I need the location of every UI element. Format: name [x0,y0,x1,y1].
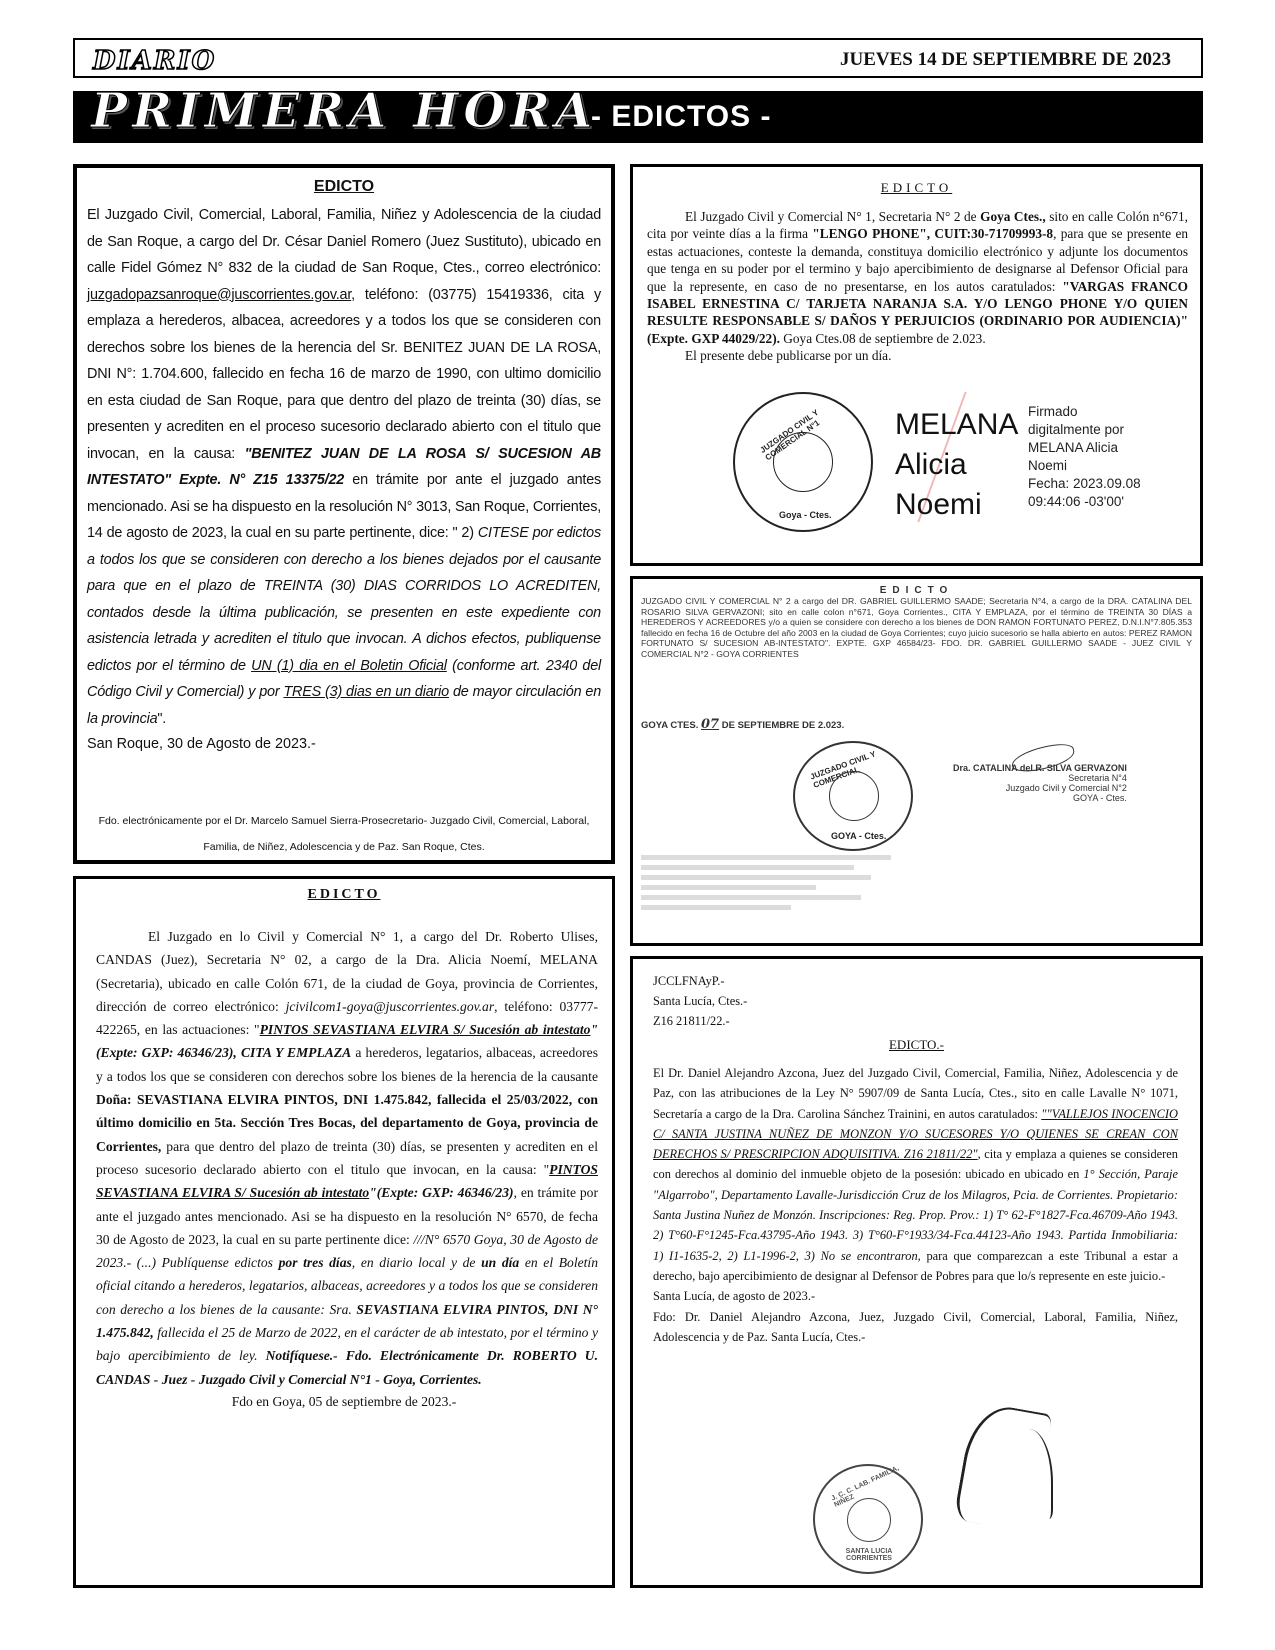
expte: " (Expte: GXP: 46346/23), CITA Y EMPLAZA [96,1022,599,1061]
causa: PINTOS SEVASTIANA ELVIRA S/ Sucesión ab intestato [259,1022,591,1038]
coat-of-arms-icon [773,432,833,492]
digital-signature-name [895,405,1018,525]
stamp-line: Dra. CATALINA del R. SILVA GERVAZONI [953,763,1127,773]
signature-info-line: MELANA Alicia [1028,440,1119,455]
text: sito en calle Colón n°671, cita por veinte días a la firma [647,209,1188,242]
header-title-bar [73,83,1203,143]
issue-date: JUEVES 14 DE SEPTIEMBRE DE 2023 [840,49,1171,70]
text: El Juzgado Civil y Comercial N° 1, Secretaria N° 2 de [685,209,981,224]
court-seal [733,392,873,532]
signature-info-line: Noemi [1028,458,1068,473]
signature-info-line: Fecha: 2023.09.08 [1028,476,1141,491]
edicto-vargas [630,164,1203,566]
text: para que dentro del plazo de treinta (30) días, se presenten y acrediten en el proceso sucesorio declarado abierto con el titulo que invocan, en la causa: " [96,1138,598,1177]
stamp-line: Juzgado Civil y Comercial N°2 [1005,783,1127,793]
text: GOYA CTES. [641,720,699,731]
text: El Dr. Daniel Alejandro Azcona, Juez del Juzgado Civil, Comercial, Familia, Niñez, Adolescencia y de Paz, con las atribuciones de la Ley N° 5907/09 de Santa Lucía, Ctes., sito en calle Lavalle N° 1071, Secretaría a cargo de la Dra. Carolina Sánchez Trainini, en autos caratulados: [653,1066,1178,1121]
newspaper-logo-top: DIARIO [93,46,217,76]
court-seal [793,741,913,851]
email-link[interactable]: jcivilcom1-goya@juscorrientes.gov.ar [285,998,495,1014]
quote-bold: Notifíquese.- Fdo. Electrónicamente Dr. ROBERTO U. CANDAS - Juez - Juzgado Civil y Comercial N°1 - Goya, Corrientes. [96,1348,598,1387]
stamp-line: GOYA - Ctes. [1072,793,1127,803]
quote-underlined: TRES (3) dias en un diario [283,684,449,700]
signature-info-line: Firmado [1028,404,1078,419]
header-date-bar [73,38,1203,78]
text: para que comparezcan a este Tribunal a estar a derecho, bajo apercibimiento de designar al Defensor de Pobres para que lo/s represente en este juicio.- [653,1248,1178,1283]
edicto-date: Fdo en Goya, 05 de septiembre de 2023.- [231,1393,457,1409]
causa: ""VALLEJOS INOCENCIO C/ SANTA JUSTINA NUÑEZ DE MONZON Y/O SUCESORES Y/O QUIENES SE CREAN CON DERECHOS S/ PRESCRIPCION ADQUISITIVA. Z16 21811/22" [653,1106,1178,1162]
quote-bold: por tres días [278,1255,352,1271]
edicto-pintos [73,876,615,1588]
quote: CITESE por edictos a todos los que se consideren con derecho a los bienes dejados por el causante para que en el plazo de TREINTA (30) DIAS CORRIDOS LO ACREDITEN, contados desde la última publicación, se presenten en este expediente con asistencia letrada y acrediten el titulo que invocan. A dichos efectos, publiquense edictos por el término de [87,525,601,674]
text: DE SEPTIEMBRE DE 2.023. [719,720,845,731]
show-through-text [641,855,891,925]
quote-bold: SEVASTIANA ELVIRA PINTOS, DNI N° 1.475.842, [96,1301,598,1341]
edicto-title: EDICTO [880,180,953,195]
edicto-title: EDICTO.- [888,1037,944,1052]
edicto-signature-note: Fdo. electrónicamente por el Dr. Marcelo Samuel Sierra-Prosecretario- Juzgado Civil, Comercial, Laboral, Familia, de Niñez, Adolescencia y de Paz. San Roque, Ctes. [98,815,590,853]
causante: Doña: SEVASTIANA ELVIRA PINTOS, DNI 1.475.842, fallecida el 25/03/2022, con último domicilio en 5ta. Sección Tres Bocas, del departamento de Goya, provincia de Corrientes, [96,1092,598,1154]
bold-text: Goya Ctes., [980,209,1046,224]
causa: "VARGAS FRANCO ISABEL ERNESTINA C/ TARJETA NARANJA S.A. Y/O LENGO PHONE Y/O QUIEN RESULTE RESPONSABLE S/ DAÑOS Y PERJUICIOS (ORDINARIO POR AUDIENCIA)" (Expte. GXP 44029/22). [647,278,1188,346]
quote: fallecida el 25 de Marzo de 2022, en el carácter de ab intestato, por el término y bajo apercibimiento de ley. [96,1325,598,1364]
email-link[interactable]: juzgadopazsanroque@juscorrientes.gov.ar [87,286,352,303]
text: Goya Ctes.08 de septiembre de 2.023. [779,330,986,346]
signature-line: Alicia [895,448,967,481]
seal-city: GOYA - Ctes. [831,831,887,841]
edicto-date: Santa Lucía, de agosto de 2023.- [653,1289,816,1304]
text: , cita y emplaza a quienes se consideren con derechos al dominio del inmueble objeto de la posesión: ubicado en ubicado en [653,1147,1179,1182]
edicto-header [633,959,1200,1031]
coat-of-arms-icon [829,771,879,821]
text: , teléfono: (03775) 15419336, cita y emplaza a herederos, albacea, acreedores y a todos los que se consideren con derechos sobre los bienes de la herencia del Sr. BENITEZ JUAN DE LA ROSA, DNI N°: 1.704.600, fallecido en fecha 16 de marzo de 1990, con ultimo domicilio en esta ciudad de San Roque, para que dentro del plazo de treinta (30) días, se presenten y acrediten en el proceso sucesorio declarado abierto con el titulo que invocan, en la causa: [87,286,601,462]
quote: , en diario local y de [351,1255,482,1271]
signature-info-line: digitalmente por [1028,422,1125,437]
text: a herederos, legatarios, albaceas, acreedores y a todos los que se consideren con derechos sobre los bienes de la herencia de la causante [96,1045,598,1084]
edicto-benitez [73,164,615,864]
quote-bold: un día [481,1255,520,1271]
coat-of-arms-icon [847,1498,891,1542]
quote: de mayor circulación en la provincia [87,684,601,727]
section-title: - EDICTOS - [591,100,772,133]
edicto-title: EDICTO [307,887,381,902]
secretary-stamp [953,763,1127,803]
signature-line: MELANA [895,408,1019,441]
edicto-signature-note: Fdo: Dr. Daniel Alejandro Azcona, Juez, Juzgado Civil, Comercial, Laboral, Familia, Niñez, Adolescencia y de Paz. Santa Lucía, Ctes.- [653,1309,1178,1344]
edicto-title: EDICTO [313,178,375,195]
handwritten-day: 07 [701,717,720,732]
newspaper-logo: PRIMERA HORA [91,83,598,139]
publication-note: El presente debe publicarse por un día. [685,348,892,364]
edicto-body [633,1053,1200,1286]
edicto-title: EDICTO [879,585,954,596]
edicto-body [633,196,1200,347]
text: El Juzgado en lo Civil y Comercial N° 1, a cargo del Dr. Roberto Ulises, CANDAS (Juez), Secretaria N° 02, a cargo de la Dra. Alicia Noemí, MELANA (Secretaria), ubicado en calle Colón 671, de la ciudad de Goya, provincia de Corrientes, dirección de correo electrónico: [96,929,598,1014]
quote: ///N° 6570 Goya, 30 de Agosto de 2023.- (...) Publíquense edictos [96,1231,598,1271]
edicto-perez [630,576,1203,946]
stamp-line: Secretaria N°4 [1068,773,1127,783]
text: en trámite por ante el juzgado antes mencionado. Asi se ha dispuesto en la resolución N° 3013, San Roque, Corrientes, 14 de agosto de 2023, la cual en su parte pertinente, dice: " 2) [87,472,601,541]
signature-info-line: 09:44:06 -03'00' [1028,494,1124,509]
quote-underlined: UN (1) dia en el Boletin Oficial [251,657,447,674]
header-line: Z16 21811/22.- [653,1014,730,1028]
edicto-body: JUZGADO CIVIL Y COMERCIAL N° 2 a cargo del DR. GABRIEL GUILLERMO SAADE; Secretaria N°4, a cargo de la DRA. CATALINA DEL ROSARIO SILVA GERVAZONI; sito en calle colon n°671, Goya Corrientes., CITA Y EMPLAZA, por el término de TREINTA 30 DÍAS a HEREDEROS Y ACREEDORES y/o a quien se considere con derecho a los bienes de DON RAMON FORTUNATO PEREZ, D.N.I.N°7.805.353 fallecido en fecha 16 de Octubre del año 2003 en la ciudad de Goya Corrientes; cuyo juicio sucesorio se halla abierto en autos: PEREZ RAMON FORTUNATO S/ SUCESION AB-INTESTATO". EXPTE. GXP 46584/23- FDO. DR. GABRIEL GUILLERMO SAADE - JUEZ CIVIL Y COMERCIAL N°2 - GOYA CORRIENTES [641,596,1192,659]
text: , teléfono: 03777-422265, en las actuaciones: " [96,998,598,1038]
causa: PINTOS SEVASTIANA ELVIRA S/ Sucesión ab intestato [96,1161,598,1201]
seal-city: SANTA LUCIA CORRIENTES [845,1548,893,1562]
edicto-body [77,196,611,732]
seal-text: JUZGADO CIVIL Y COMERCIAL N°1 [758,407,822,463]
bold-text: "LENGO PHONE", CUIT:30-71709993-8 [812,226,1054,242]
edicto-body [76,903,612,1391]
digital-signature-info [1028,403,1141,511]
header-line: JCCLFNAyP.- [653,974,725,988]
text: El Juzgado Civil, Comercial, Laboral, Familia, Niñez y Adolescencia de la ciudad de San Roque, a cargo del Dr. César Daniel Romero (Juez Sustituto), ubicado en calle Fidel Gómez N° 832 de la ciudad de San Roque, Ctes., correo electrónico: [87,207,601,276]
expte: "(Expte: GXP: 46346/23) [369,1185,514,1201]
text: , en trámite por ante el juzgado antes mencionado. Asi se ha dispuesto en la resolución N° 6570, de fecha 30 de Agosto de 2023, la cual en su parte pertinente dice: [96,1185,598,1247]
quote: en el Boletín oficial citando a herederos, legatarios, albaceas, acreedores y a todos los que se consideren con derecho a los bienes de la causante: Sra. [96,1255,599,1317]
text: ". [157,710,167,727]
quote: (conforme art. 2340 del Código Civil y Comercial) y por [87,657,601,700]
seal-city: Goya - Ctes. [779,510,832,520]
court-seal [813,1464,923,1574]
edicto-vallejos [630,956,1203,1588]
seal-text: J. C. C. LAB. FAMILIA, NIÑEZ [830,1464,901,1509]
causa: "BENITEZ JUAN DE LA ROSA S/ SUCESION AB INTESTATO" Expte. N° Z15 13375/22 [87,445,601,488]
header-line: Santa Lucía, Ctes.- [653,994,748,1008]
text: , para que se presente en estas actuaciones, conteste la demanda, constituya domicilio electrónico y adjunte los documentos que tenga en su poder por el termino y bajo apercibimiento de designarse al Defensor Oficial para que la represente, en caso de no presentarse, en los autos caratulados: [647,226,1189,294]
edicto-date: San Roque, 30 de Agosto de 2023.- [87,736,316,752]
property-details: 1° Sección, Paraje "Algarrobo", Departamento Lavalle-Jurisdicción Cruz de los Milagros, Pcia. de Corrientes. Propietario: Santa Justina Nuñez de Monzón. Inscripciones: Reg. Prop. Prov.: 1) T° 62-F°1827-Fca.46709-Año 1943. 2) T°60-F°1245-Fca.43795-Año 1943. 3) T°60-F°1933/34-Fca.44123-Año 1943. Partida Inmobiliaria: 1) I1-1635-2, 2) L1-1996-2, 3) No se encontraron, [653,1167,1178,1263]
edicto-date [641,717,844,732]
seal-text: JUZGADO CIVIL Y COMERCIAL [808,749,877,790]
signature-line: Noemi [895,488,982,521]
